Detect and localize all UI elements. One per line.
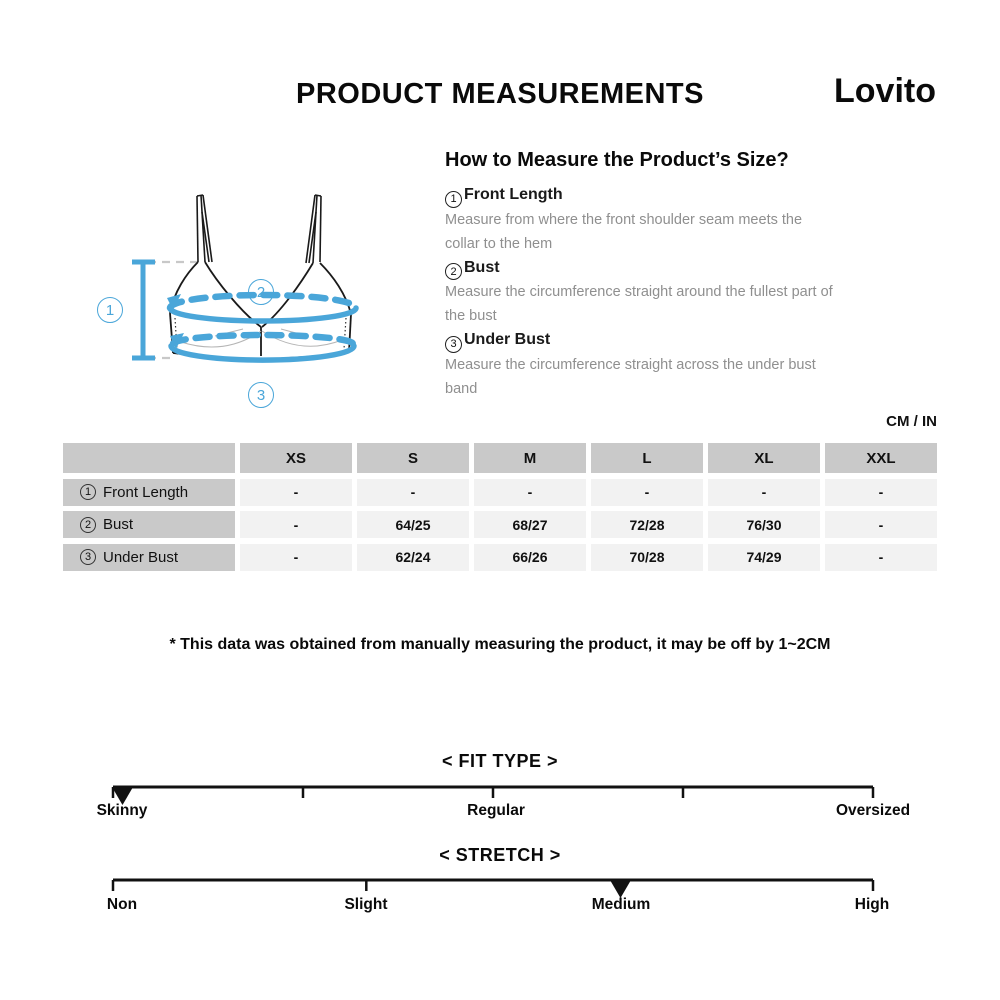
- table-cell: 64/25: [357, 511, 469, 538]
- unit-label: CM / IN: [886, 413, 937, 430]
- row-label-front-length: [63, 479, 235, 506]
- table-cell: -: [825, 511, 937, 538]
- size-column-header-xxl: XXL: [825, 443, 937, 473]
- circled-number-3: 3: [445, 336, 462, 353]
- row-label-bust: [63, 511, 235, 538]
- row-label-under-bust: [63, 544, 235, 571]
- circled-number-2: 2: [80, 517, 96, 533]
- howto-section: [445, 147, 930, 401]
- howto-item-title: [445, 183, 930, 208]
- page-title: PRODUCT MEASUREMENTS: [296, 78, 704, 110]
- fit-type-label-regular: Regular: [467, 802, 525, 819]
- table-cell: -: [240, 479, 352, 506]
- table-cell: -: [474, 479, 586, 506]
- table-cell: -: [708, 479, 820, 506]
- bra-body: [170, 262, 351, 359]
- table-cell: -: [240, 511, 352, 538]
- howto-heading: How to Measure the Product’s Size?: [445, 149, 789, 171]
- howto-item-title: [445, 328, 930, 353]
- circled-number-2: 2: [445, 263, 462, 280]
- howto-item-desc-line: Measure from where the front shoulder seam meets the: [445, 211, 803, 228]
- callout-1-front-length: 1: [97, 297, 123, 323]
- howto-item-front-length: [445, 183, 930, 256]
- fit-type-label-oversized: Oversized: [835, 802, 911, 819]
- table-cell: -: [240, 544, 352, 571]
- howto-item-label: Under Bust: [464, 331, 551, 348]
- size-column-header-s: S: [357, 443, 469, 473]
- howto-item-bust: [445, 256, 930, 329]
- table-corner-cell: [63, 443, 235, 473]
- table-cell: 62/24: [357, 544, 469, 571]
- table-cell: 70/28: [591, 544, 703, 571]
- circled-number-3: 3: [80, 549, 96, 565]
- size-column-header-xs: XS: [240, 443, 352, 473]
- stretch-scale-line: [103, 872, 883, 902]
- howto-item-desc-line: the bust: [445, 308, 497, 324]
- howto-item-under-bust: [445, 328, 930, 401]
- callout-2-bust: 2: [248, 279, 274, 305]
- howto-item-desc-line: band: [445, 380, 478, 397]
- table-cell: -: [357, 479, 469, 506]
- circled-number-1: 1: [445, 191, 462, 208]
- stretch-label-high: High: [854, 896, 890, 913]
- measurement-disclaimer: * This data was obtained from manually measuring the product, it may be off by 1~2CM: [169, 636, 831, 653]
- size-column-header-m: M: [474, 443, 586, 473]
- stretch-label-medium: Medium: [591, 896, 651, 913]
- stretch-label-non: Non: [106, 896, 138, 913]
- table-cell: 74/29: [708, 544, 820, 571]
- howto-item-title: [445, 256, 930, 281]
- table-cell: 68/27: [474, 511, 586, 538]
- circled-number-1: 1: [80, 484, 96, 500]
- table-cell: 72/28: [591, 511, 703, 538]
- size-column-header-l: L: [591, 443, 703, 473]
- stretch-title: < STRETCH >: [439, 845, 561, 865]
- brand-logo: Lovito: [834, 72, 936, 110]
- table-cell: -: [591, 479, 703, 506]
- howto-item-desc-line: Measure the circumference straight across the under bust: [445, 356, 816, 373]
- table-cell: 66/26: [474, 544, 586, 571]
- table-cell: -: [825, 479, 937, 506]
- measurement-table: [63, 443, 937, 571]
- table-cell: -: [825, 544, 937, 571]
- howto-item-desc-line: Measure the circumference straight around the fullest part of: [445, 284, 833, 300]
- bra-straps: [197, 195, 321, 263]
- row-label-text: Bust: [103, 516, 134, 533]
- fit-type-label-skinny: Skinny: [96, 802, 148, 819]
- stretch-label-slight: Slight: [344, 896, 388, 913]
- fit-type-title: < FIT TYPE >: [441, 751, 559, 771]
- row-label-text: Front Length: [103, 483, 189, 501]
- table-cell: 76/30: [708, 511, 820, 538]
- size-column-header-xl: XL: [708, 443, 820, 473]
- howto-item-label: Front Length: [464, 186, 563, 203]
- howto-item-desc-line: collar to the hem: [445, 235, 553, 252]
- callout-3-under-bust: 3: [248, 382, 274, 408]
- howto-item-label: Bust: [464, 258, 500, 276]
- row-label-text: Under Bust: [103, 548, 179, 566]
